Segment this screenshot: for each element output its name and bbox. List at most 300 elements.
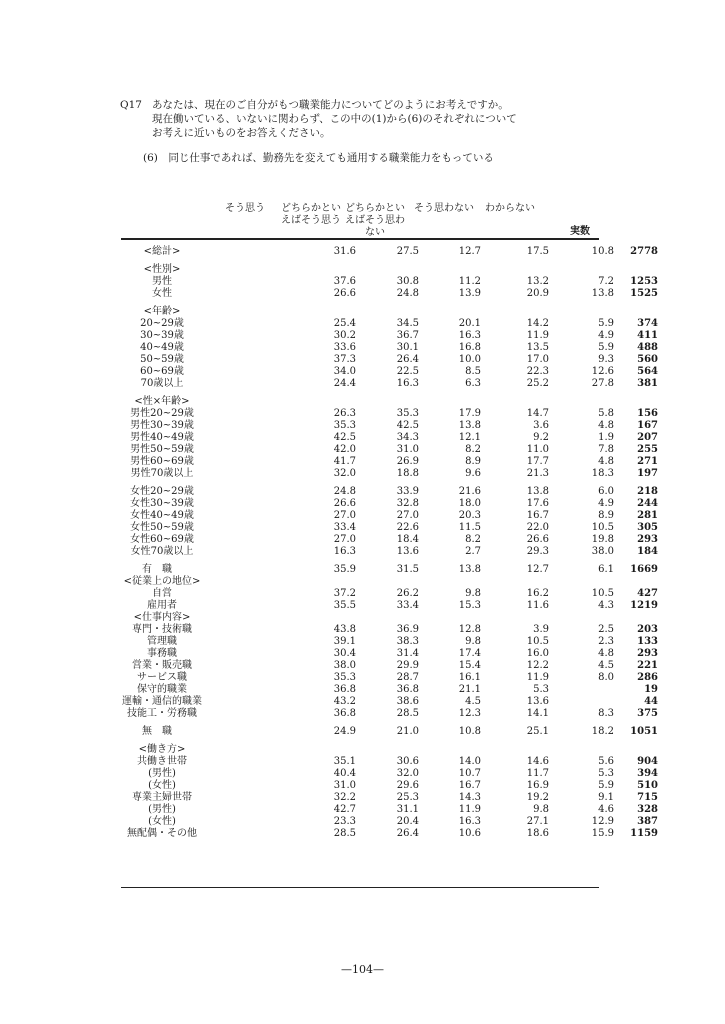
cell-c1: 36.8: [333, 708, 356, 719]
cell-c3: [419, 396, 481, 408]
row-label: <仕事内容>: [133, 612, 191, 623]
cell-c5: 4.3: [598, 600, 614, 611]
table-row: [118, 420, 658, 432]
cell-c4: 13.6: [526, 696, 549, 707]
cell-c6: 207: [637, 432, 658, 443]
cell-c5: 7.2: [598, 276, 614, 287]
cell-c6: 156: [637, 408, 658, 419]
cell-c1: 35.3: [333, 672, 356, 683]
cell-c2: 28.5: [396, 708, 419, 719]
cell-c6: 1159: [630, 828, 658, 839]
table-row: [118, 744, 658, 756]
col-header-5: わからない: [485, 203, 535, 214]
cell-c4: [481, 576, 549, 588]
table-row: [118, 792, 658, 804]
cell-c2: 36.7: [396, 330, 419, 341]
cell-c6: 375: [637, 708, 658, 719]
cell-c5: 9.1: [598, 792, 614, 803]
cell-c2: 30.1: [396, 342, 419, 353]
cell-c5: 5.8: [598, 408, 614, 419]
cell-c4: 9.2: [533, 432, 549, 443]
cell-c3: 9.8: [465, 636, 481, 647]
row-label: <従業上の地位>: [123, 576, 201, 587]
cell-c1: 38.0: [333, 660, 356, 671]
table-row: [118, 600, 658, 612]
cell-c4: 17.6: [526, 498, 549, 509]
cell-c3: 16.3: [458, 816, 481, 827]
cell-c1: [206, 744, 356, 756]
page-number: —104—: [341, 963, 384, 976]
table-row: [118, 468, 658, 480]
cell-c5: [549, 696, 614, 708]
cell-c1: 43.8: [333, 624, 356, 635]
cell-c1: 42.0: [333, 444, 356, 455]
table-row: [118, 306, 658, 318]
cell-c1: 27.0: [333, 534, 356, 545]
cell-c5: [549, 306, 614, 318]
row-label: <働き方>: [138, 744, 186, 755]
cell-c3: 11.2: [458, 276, 481, 287]
cell-c6: 715: [637, 792, 658, 803]
table-top-rule: [121, 238, 599, 240]
cell-c5: 15.9: [591, 828, 614, 839]
row-label: 女性20~29歳: [130, 486, 194, 497]
cell-c6: 2778: [630, 246, 658, 257]
cell-c1: 40.4: [333, 768, 356, 779]
cell-c6: 203: [637, 624, 658, 635]
cell-c1: 35.9: [333, 564, 356, 575]
cell-c3: 4.5: [465, 696, 481, 707]
row-label: <総計>: [143, 246, 181, 257]
cell-c1: 37.3: [333, 354, 356, 365]
cell-c6: [614, 744, 658, 756]
cell-c4: 11.9: [526, 672, 549, 683]
cell-c3: [419, 612, 481, 624]
cell-c1: 36.8: [333, 684, 356, 695]
cell-c1: 30.2: [333, 330, 356, 341]
cell-c5: 5.9: [598, 318, 614, 329]
cell-c5: [549, 684, 614, 696]
row-label: 50~59歳: [140, 354, 184, 365]
cell-c5: 38.0: [591, 546, 614, 557]
cell-c5: 4.9: [598, 330, 614, 341]
row-label: 女性30~39歳: [130, 498, 194, 509]
cell-c5: 10.8: [591, 246, 614, 257]
cell-c5: [549, 264, 614, 276]
cell-c2: 27.0: [396, 510, 419, 521]
question-line: お考えに近いものをお答えください。: [152, 127, 331, 139]
cell-c5: 4.6: [598, 804, 614, 815]
cell-c5: 4.8: [598, 420, 614, 431]
table-row: [118, 816, 658, 828]
col-header-3: どちらかとい えばそう思わ ない: [345, 203, 405, 238]
cell-c2: [356, 576, 419, 588]
cell-c2: 38.3: [396, 636, 419, 647]
cell-c3: 21.1: [458, 684, 481, 695]
cell-c2: 26.2: [396, 588, 419, 599]
cell-c1: 16.3: [333, 546, 356, 557]
row-label: 60~69歳: [140, 366, 184, 377]
cell-c2: [356, 264, 419, 276]
row-label: サービス職: [137, 672, 187, 683]
cell-c6: 427: [637, 588, 658, 599]
cell-c4: 16.2: [526, 588, 549, 599]
cell-c1: 37.6: [333, 276, 356, 287]
table-row: [118, 726, 658, 738]
cell-c6: 510: [637, 780, 658, 791]
table-row: [118, 276, 658, 288]
cell-c6: 221: [637, 660, 658, 671]
table-row: [118, 318, 658, 330]
cell-c5: 8.3: [598, 708, 614, 719]
table-row: [118, 636, 658, 648]
cell-c4: 29.3: [526, 546, 549, 557]
cell-c4: 14.6: [526, 756, 549, 767]
cell-c5: 7.8: [598, 444, 614, 455]
cell-c6: 1525: [630, 288, 658, 299]
table-row: [118, 522, 658, 534]
cell-c5: 4.9: [598, 498, 614, 509]
cell-c6: 328: [637, 804, 658, 815]
cell-c1: 35.5: [333, 600, 356, 611]
question-line: 現在働いている、いないに関わらず、この中の(1)から(6)のそれぞれについて: [152, 113, 517, 125]
cell-c2: 27.5: [396, 246, 419, 257]
cell-c2: 22.5: [396, 366, 419, 377]
cell-c1: 27.0: [333, 510, 356, 521]
cell-c1: 34.0: [333, 366, 356, 377]
cell-c2: 32.0: [396, 768, 419, 779]
cell-c4: 16.7: [526, 510, 549, 521]
cell-c3: 17.9: [458, 408, 481, 419]
row-label: 女性70歳以上: [130, 546, 194, 557]
cell-c4: 22.0: [526, 522, 549, 533]
cell-c6: 255: [637, 444, 658, 455]
cell-c1: [206, 396, 356, 408]
cell-c5: [549, 576, 614, 588]
row-label: 男性50~59歳: [130, 444, 194, 455]
cell-c3: [419, 306, 481, 318]
cell-c1: [206, 576, 356, 588]
cell-c4: 17.5: [526, 246, 549, 257]
cell-c6: 381: [637, 378, 658, 389]
cell-c6: 904: [637, 756, 658, 767]
table-row: [118, 660, 658, 672]
cell-c3: 21.6: [458, 486, 481, 497]
row-label: 20~29歳: [140, 318, 184, 329]
cell-c5: 8.9: [598, 510, 614, 521]
cell-c4: 11.0: [526, 444, 549, 455]
cell-c6: 44: [644, 696, 658, 707]
cell-c1: 37.2: [333, 588, 356, 599]
cell-c5: [549, 744, 614, 756]
row-label: 専門・技術職: [132, 624, 192, 635]
cell-c2: 36.8: [396, 684, 419, 695]
col-header-4: そう思わない: [414, 203, 474, 214]
cell-c2: 36.9: [396, 624, 419, 635]
col-header-1: そう思う: [225, 203, 265, 214]
cell-c3: 14.3: [458, 792, 481, 803]
cell-c5: 10.5: [591, 588, 614, 599]
cell-c1: 33.6: [333, 342, 356, 353]
cell-c2: 33.4: [396, 600, 419, 611]
cell-c2: 31.5: [396, 564, 419, 575]
cell-c6: 19: [644, 684, 658, 695]
cell-c6: 271: [637, 456, 658, 467]
cell-c2: 18.4: [396, 534, 419, 545]
cell-c1: 24.8: [333, 486, 356, 497]
cell-c2: 30.6: [396, 756, 419, 767]
cell-c3: 6.3: [465, 378, 481, 389]
cell-c5: 9.3: [598, 354, 614, 365]
table-row: [118, 432, 658, 444]
cell-c4: 18.6: [526, 828, 549, 839]
row-label: 女性: [152, 288, 172, 299]
table-row: [118, 804, 658, 816]
table-row: [118, 330, 658, 342]
cell-c5: 4.8: [598, 648, 614, 659]
cell-c1: [206, 612, 356, 624]
cell-c2: [356, 396, 419, 408]
cell-c4: [481, 612, 549, 624]
cell-c5: 5.9: [598, 780, 614, 791]
row-label: 保守的職業: [137, 684, 187, 695]
cell-c2: 31.4: [396, 648, 419, 659]
table-row: [118, 588, 658, 600]
cell-c6: [614, 396, 658, 408]
cell-c3: 2.7: [465, 546, 481, 557]
cell-c1: 35.1: [333, 756, 356, 767]
cell-c3: 12.1: [458, 432, 481, 443]
cell-c2: 32.8: [396, 498, 419, 509]
row-label: 男性30~39歳: [130, 420, 194, 431]
table-row: [118, 546, 658, 558]
row-label: 男性70歳以上: [130, 468, 194, 479]
cell-c3: 9.6: [465, 468, 481, 479]
cell-c2: 33.9: [396, 486, 419, 497]
cell-c5: 12.6: [591, 366, 614, 377]
row-label: 女性50~59歳: [130, 522, 194, 533]
cell-c3: 12.7: [458, 246, 481, 257]
cell-c3: 16.1: [458, 672, 481, 683]
cell-c4: 27.1: [526, 816, 549, 827]
cell-c2: 20.4: [396, 816, 419, 827]
cell-c5: 18.2: [591, 726, 614, 737]
cell-c6: 411: [637, 330, 658, 341]
cell-c2: 29.9: [396, 660, 419, 671]
table-row: [118, 444, 658, 456]
row-label: 管理職: [147, 636, 177, 647]
cell-c1: 23.3: [333, 816, 356, 827]
table-row: [118, 498, 658, 510]
cell-c3: 13.9: [458, 288, 481, 299]
cell-c2: 16.3: [396, 378, 419, 389]
cell-c1: 32.0: [333, 468, 356, 479]
cell-c3: [419, 744, 481, 756]
table-row: [118, 828, 658, 840]
cell-c6: 394: [637, 768, 658, 779]
cell-c3: 17.4: [458, 648, 481, 659]
cell-c3: 16.8: [458, 342, 481, 353]
cell-c2: 21.0: [396, 726, 419, 737]
cell-c3: 16.7: [458, 780, 481, 791]
cell-c6: 167: [637, 420, 658, 431]
cell-c2: 42.5: [396, 420, 419, 431]
cell-c3: 10.6: [458, 828, 481, 839]
row-label: 30~39歳: [140, 330, 184, 341]
cell-c3: 11.5: [458, 522, 481, 533]
cell-c3: 10.7: [458, 768, 481, 779]
cell-c5: 4.5: [598, 660, 614, 671]
col-header-2: どちらかとい えばそう思う: [281, 203, 341, 226]
row-label: (男性): [148, 768, 176, 779]
cell-c6: 387: [637, 816, 658, 827]
cell-c3: 8.2: [465, 444, 481, 455]
cell-c5: 4.8: [598, 456, 614, 467]
row-label: 運輸・通信的職業: [122, 696, 202, 707]
cell-c3: 14.0: [458, 756, 481, 767]
cell-c4: [481, 396, 549, 408]
cell-c6: 488: [637, 342, 658, 353]
cell-c4: 25.2: [526, 378, 549, 389]
row-label: (女性): [148, 816, 176, 827]
cell-c5: 19.8: [591, 534, 614, 545]
table-row: [118, 780, 658, 792]
cell-c6: 197: [637, 468, 658, 479]
cell-c6: 1669: [630, 564, 658, 575]
cell-c5: 8.0: [598, 672, 614, 683]
cell-c3: 8.2: [465, 534, 481, 545]
table-row: [118, 456, 658, 468]
cell-c2: 26.9: [396, 456, 419, 467]
table-bottom-rule: [121, 887, 599, 888]
cell-c1: 33.4: [333, 522, 356, 533]
cell-c4: 11.9: [526, 330, 549, 341]
table-row: [118, 564, 658, 576]
cell-c6: 293: [637, 534, 658, 545]
cell-c6: 1219: [630, 600, 658, 611]
data-table: [118, 246, 658, 840]
cell-c4: 3.9: [533, 624, 549, 635]
cell-c4: 13.2: [526, 276, 549, 287]
cell-c5: 6.1: [598, 564, 614, 575]
cell-c2: 28.7: [396, 672, 419, 683]
cell-c6: 293: [637, 648, 658, 659]
cell-c1: 39.1: [333, 636, 356, 647]
row-label: 有職: [142, 564, 182, 575]
cell-c6: 560: [637, 354, 658, 365]
row-label: 事務職: [147, 648, 177, 659]
cell-c4: [481, 264, 549, 276]
row-label: 無職: [142, 726, 182, 737]
cell-c4: 13.8: [526, 486, 549, 497]
cell-c3: 18.0: [458, 498, 481, 509]
row-label: 男性20~29歳: [130, 408, 194, 419]
cell-c5: 5.6: [598, 756, 614, 767]
sub-item: (6) 同じ仕事であれば、勤務先を変えても通用する職業能力をもっている: [143, 152, 494, 164]
table-row: [118, 576, 658, 588]
cell-c3: 9.8: [465, 588, 481, 599]
question-number: Q17: [120, 99, 142, 111]
row-label: 自営: [152, 588, 172, 599]
row-label: (女性): [148, 780, 176, 791]
cell-c2: [356, 744, 419, 756]
cell-c4: 21.3: [526, 468, 549, 479]
cell-c3: 12.3: [458, 708, 481, 719]
cell-c1: 35.3: [333, 420, 356, 431]
cell-c1: 24.4: [333, 378, 356, 389]
cell-c1: 26.3: [333, 408, 356, 419]
question-text: [152, 98, 632, 140]
row-label: 営業・販売職: [132, 660, 192, 671]
cell-c1: 31.0: [333, 780, 356, 791]
cell-c3: 10.8: [458, 726, 481, 737]
row-label: (男性): [148, 804, 176, 815]
cell-c6: 374: [637, 318, 658, 329]
table-row: [118, 264, 658, 276]
cell-c3: 15.4: [458, 660, 481, 671]
table-row: [118, 624, 658, 636]
cell-c2: 25.3: [396, 792, 419, 803]
table-row: [118, 486, 658, 498]
cell-c5: 13.8: [591, 288, 614, 299]
table-row: [118, 342, 658, 354]
cell-c5: 12.9: [591, 816, 614, 827]
cell-c1: 30.4: [333, 648, 356, 659]
cell-c4: 14.1: [526, 708, 549, 719]
cell-c4: 20.9: [526, 288, 549, 299]
cell-c6: 218: [637, 486, 658, 497]
cell-c5: 1.9: [598, 432, 614, 443]
table-row: [118, 378, 658, 390]
cell-c2: [356, 612, 419, 624]
cell-c4: 10.5: [526, 636, 549, 647]
cell-c1: 32.2: [333, 792, 356, 803]
cell-c3: 13.8: [458, 564, 481, 575]
cell-c6: 244: [637, 498, 658, 509]
cell-c4: 11.6: [526, 600, 549, 611]
cell-c6: [614, 264, 658, 276]
cell-c6: [614, 576, 658, 588]
table-row: [118, 366, 658, 378]
cell-c4: [481, 306, 549, 318]
cell-c1: 42.5: [333, 432, 356, 443]
table-row: [118, 408, 658, 420]
row-label: 女性60~69歳: [130, 534, 194, 545]
cell-c4: 16.9: [526, 780, 549, 791]
cell-c6: 184: [637, 546, 658, 557]
table-row: [118, 696, 658, 708]
cell-c4: 16.0: [526, 648, 549, 659]
cell-c4: 19.2: [526, 792, 549, 803]
row-label: 無配偶・その他: [127, 828, 197, 839]
cell-c1: 43.2: [333, 696, 356, 707]
cell-c4: 17.7: [526, 456, 549, 467]
cell-c4: 14.7: [526, 408, 549, 419]
cell-c3: 8.9: [465, 456, 481, 467]
cell-c3: 20.1: [458, 318, 481, 329]
cell-c1: 31.6: [333, 246, 356, 257]
row-label: 男性: [152, 276, 172, 287]
cell-c2: 35.3: [396, 408, 419, 419]
cell-c1: 41.7: [333, 456, 356, 467]
table-row: [118, 396, 658, 408]
row-label: 専業主婦世帯: [132, 792, 192, 803]
row-label: 共働き世帯: [137, 756, 187, 767]
cell-c3: 8.5: [465, 366, 481, 377]
cell-c1: [206, 306, 356, 318]
table-row: [118, 756, 658, 768]
cell-c4: 25.1: [526, 726, 549, 737]
